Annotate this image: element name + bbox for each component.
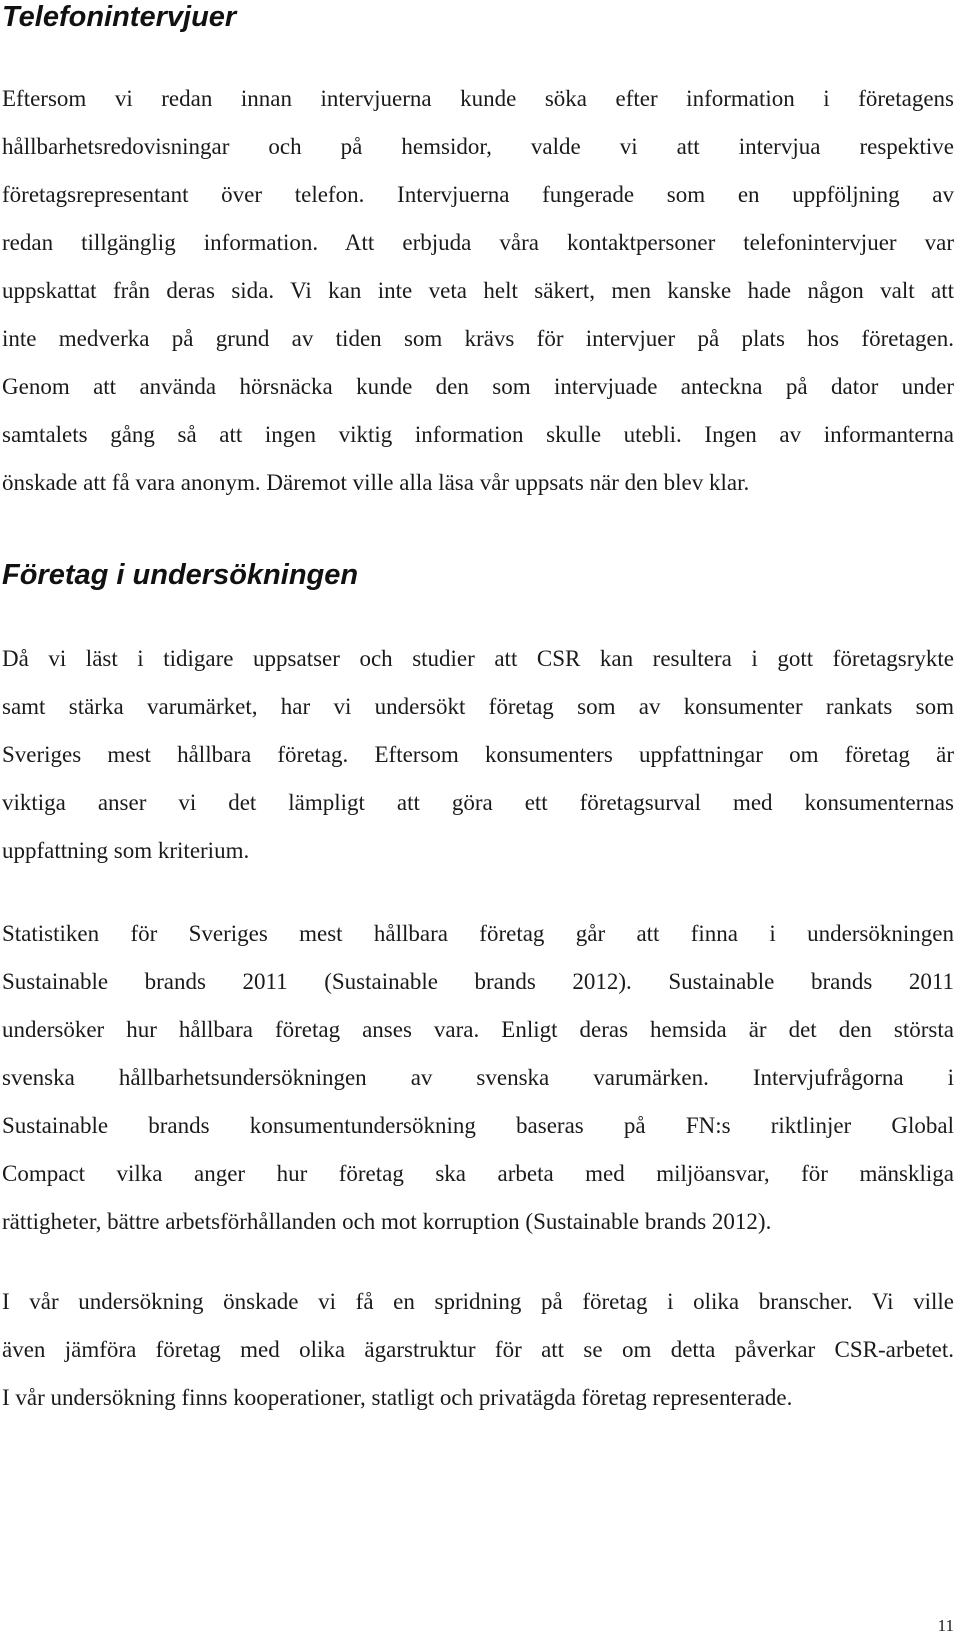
text-line: Sustainable brands 2011 (Sustainable brands 2012). Sustainable brands 2011: [2, 969, 954, 994]
text-line: Sveriges mest hållbara företag. Eftersom konsumenters uppfattningar om företag är: [2, 742, 954, 767]
text-line: svenska hållbarhetsundersökningen av svenska varumärken. Intervjufrågorna i: [2, 1065, 954, 1090]
section-heading-foretag-i-undersokningen: Företag i undersökningen: [2, 559, 359, 591]
text-line: rättigheter, bättre arbetsförhållanden och mot korruption (Sustainable brands 2012).: [2, 1209, 772, 1234]
text-line: önskade att få vara anonym. Däremot ville alla läsa vår uppsats när den blev klar.: [2, 470, 750, 495]
text-line: I vår undersökning önskade vi få en spridning på företag i olika branscher. Vi ville: [2, 1289, 954, 1314]
page-number: 11: [937, 1616, 954, 1635]
paragraph-telefonintervjuer: [2, 75, 954, 507]
text-line: även jämföra företag med olika ägarstruktur för att se om detta påverkar CSR-arbetet.: [2, 1337, 954, 1362]
text-line: undersöker hur hållbara företag anses vara. Enligt deras hemsida är det den största: [2, 1017, 954, 1042]
text-line: viktiga anser vi det lämpligt att göra ett företagsurval med konsumenternas: [2, 790, 954, 815]
text-line: redan tillgänglig information. Att erbjuda våra kontaktpersoner telefonintervjuer var: [2, 230, 954, 255]
text-line: Compact vilka anger hur företag ska arbeta med miljöansvar, för mänskliga: [2, 1161, 954, 1186]
text-line: uppskattat från deras sida. Vi kan inte veta helt säkert, men kanske hade någon valt att: [2, 278, 954, 303]
text-line: samt stärka varumärket, har vi undersökt företag som av konsumenter rankats som: [2, 694, 954, 719]
text-line: Statistiken för Sveriges mest hållbara företag går att finna i undersökningen: [2, 921, 954, 946]
text-line: hållbarhetsredovisningar och på hemsidor, valde vi att intervjua respektive: [2, 134, 954, 159]
paragraph-foretagsurval: [2, 635, 954, 875]
text-line: Genom att använda hörsnäcka kunde den som intervjuade anteckna på dator under: [2, 374, 954, 399]
text-line: Sustainable brands konsumentundersökning baseras på FN:s riktlinjer Global: [2, 1113, 954, 1138]
paragraph-sustainable-brands: [2, 910, 954, 1246]
paragraph-spridning: [2, 1278, 954, 1422]
text-line: Då vi läst i tidigare uppsatser och studier att CSR kan resultera i gott företagsrykte: [2, 646, 954, 671]
text-line: inte medverka på grund av tiden som krävs för intervjuer på plats hos företagen.: [2, 326, 954, 351]
text-line: uppfattning som kriterium.: [2, 838, 250, 863]
text-line: I vår undersökning finns kooperationer, statligt och privatägda företag representerade.: [2, 1385, 793, 1410]
text-line: samtalets gång så att ingen viktig information skulle utebli. Ingen av informanterna: [2, 422, 954, 447]
section-heading-telefonintervjuer: Telefonintervjuer: [2, 1, 237, 33]
text-line: företagsrepresentant över telefon. Intervjuerna fungerade som en uppföljning av: [2, 182, 954, 207]
text-line: Eftersom vi redan innan intervjuerna kunde söka efter information i företagens: [2, 86, 954, 111]
